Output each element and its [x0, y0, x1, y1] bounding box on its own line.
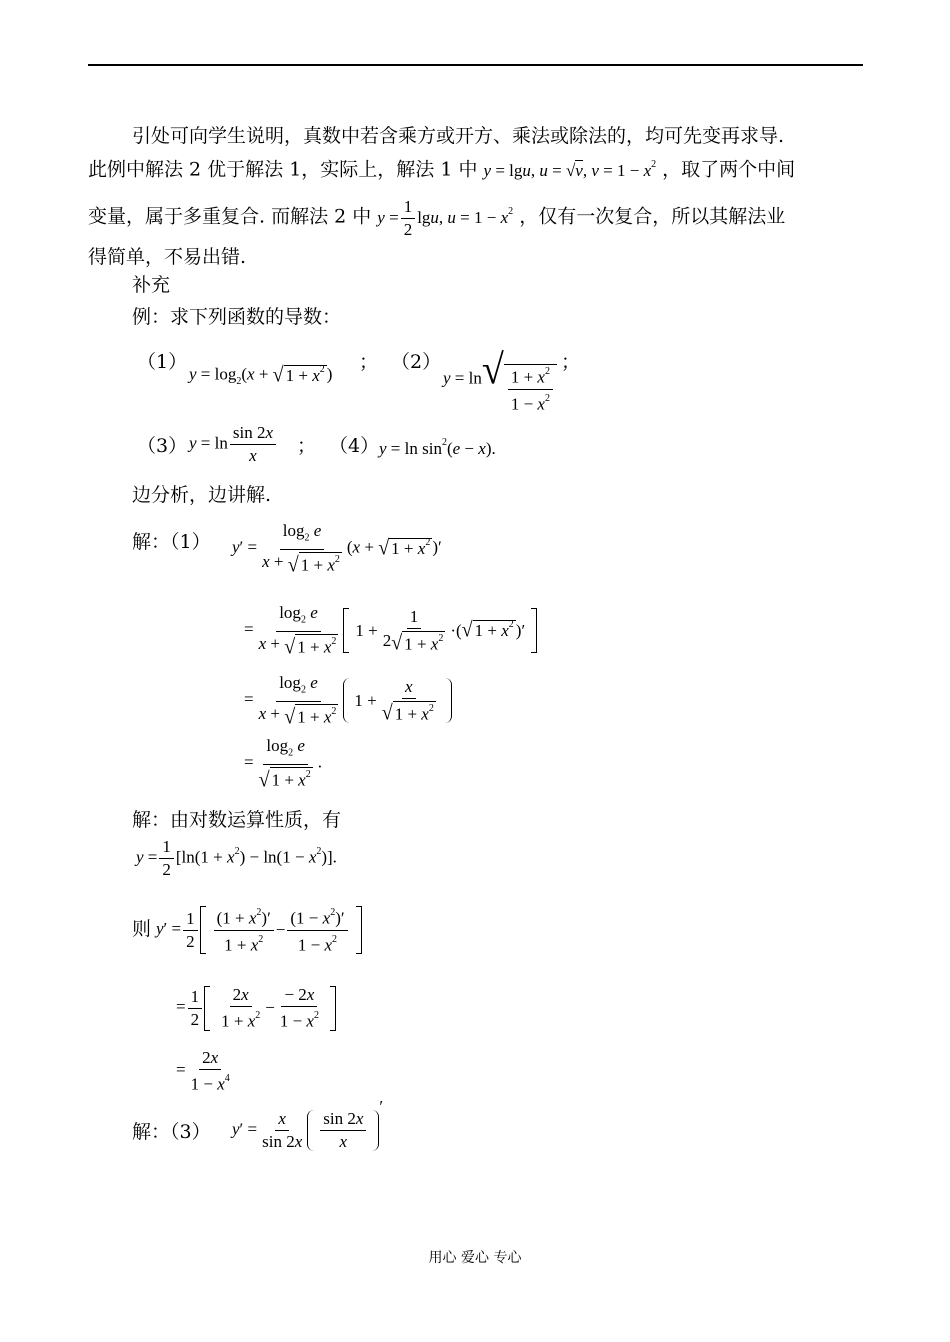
- solution-1-number: （1）: [170, 531, 211, 553]
- paragraph-line-3-text-b: ，仅有一次复合，所以其解法业: [519, 205, 786, 228]
- problems-row-2: [137, 424, 597, 474]
- paragraph-line-1: 引处可向学生说明，真数中若含乘方或开方、乘法或除法的，均可先变再求导.: [132, 125, 785, 147]
- problem-sep-3: ；: [297, 435, 317, 457]
- solution-label-3: 解：: [132, 1121, 171, 1143]
- solution-3-label: [132, 1120, 211, 1144]
- problem-4-formula: $y = \ln \sin^2(e - x)$.: [379, 437, 496, 458]
- solution-2-step-2: = $\frac{1}{2}$ $\frac{2x}{1 + x^2}$ − $\frac{- 2x}{1 - x^2}$: [176, 986, 336, 1031]
- problem-3-label: （3）: [137, 435, 188, 457]
- supplement-label: 补充: [132, 274, 171, 296]
- solution-label: 解：: [132, 531, 171, 553]
- solution-1-step-4: = $\frac{\log_2 e}{√ 1 + x^2}$ .: [244, 736, 322, 792]
- problem-3-formula: y = ln $\frac{\sin 2x}{x}$: [189, 424, 278, 465]
- paragraph-line-2: [88, 155, 795, 183]
- paragraph-line-3: [88, 194, 785, 239]
- paragraph-line-3-text-a: 变量，属于多重复合. 而解法 2 中: [88, 205, 372, 228]
- solution-1-step-1: y′ = $\frac{\log_2 e}{x + √ 1 + x^2}$ (x + √ $1 + x^2$ )′: [232, 521, 442, 577]
- solution-2-step-3: = $\frac{2x}{1 - x^4}$: [176, 1048, 230, 1094]
- example-label: 例：求下列函数的导数：: [132, 306, 342, 328]
- solution-1-label: [132, 530, 211, 554]
- problem-1-formula: $y = \log_2(x$ + √ $1 + x^2$ ): [189, 363, 333, 387]
- solution-2-expansion: y = $\frac{1}{2}$ $[\ln(1 + x^2) - \ln(1 - x^2)]$.: [136, 837, 337, 879]
- problem-2-formula: y = ln√ $\frac{1 + x^2}{1 - x^2}$: [443, 346, 557, 414]
- formula-half-lg: y = $\frac{1}{2}$ lgu, $u = 1 - x^2$: [377, 197, 514, 240]
- solution-2-step-1: y′ = $\frac{1}{2}$ $\frac{(1 + x^2)'}{1 + x^2}$ − $\frac{(1 - x^2)'}{1 - x^2}$: [156, 906, 362, 954]
- solution-3-number: （3）: [170, 1121, 211, 1143]
- footer-slogan: 用心 爱心 专心: [428, 1250, 522, 1266]
- problems-row-1: [137, 344, 597, 414]
- paragraph-line-4: 得简单，不易出错.: [88, 246, 247, 268]
- problem-sep-1: ；: [359, 351, 379, 373]
- paragraph-line-2-text-a: 此例中解法 2 优于解法 1，实际上，解法 1 中: [88, 158, 478, 181]
- problem-sep-2: ；: [561, 351, 581, 373]
- header-rule: [88, 64, 863, 66]
- solution-2-intro: 解：由对数运算性质，有: [132, 809, 342, 831]
- problem-1-label: （1）: [137, 351, 188, 373]
- then-label: 则: [132, 918, 152, 940]
- method-note: 边分析，边讲解.: [132, 484, 272, 506]
- solution-3-step-1: y′ = $\frac{x}{\sin 2x}$ $\frac{\sin 2x}{x}$ ′: [232, 1097, 384, 1151]
- paragraph-line-2-text-b: ，取了两个中间: [662, 158, 796, 181]
- solution-1-step-3: = $\frac{\log_2 e}{x + √ 1 + x^2}$ 1 + $\frac{x}{√ 1 + x^2}$: [244, 674, 452, 727]
- solution-1-step-2: = $\frac{\log_2 e}{x + √ 1 + x^2}$ 1 + $\frac{1}{2√ 1 + x^2}$ ·( √ $1 + x^2$ )′: [244, 604, 537, 657]
- formula-intermediate-vars: y = lgu, u = √v, $v = 1 - x^2$: [483, 159, 657, 180]
- problem-4-label: （4）: [329, 435, 380, 457]
- problem-2-label: （2）: [391, 351, 442, 373]
